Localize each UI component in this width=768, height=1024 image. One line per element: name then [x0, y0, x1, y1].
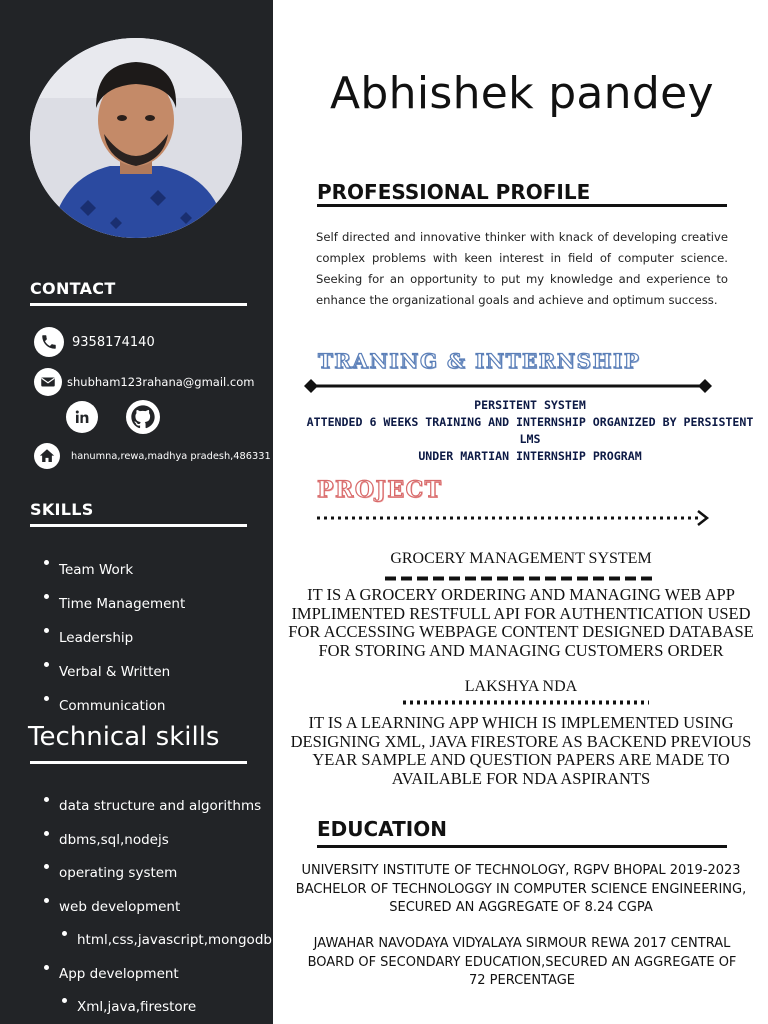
technical-skill-item: dbms,sql,nodejs [44, 824, 272, 858]
phone-icon [34, 327, 64, 357]
project-title-underline [385, 576, 653, 581]
profile-photo [30, 38, 242, 238]
project-title: GROCERY MANAGEMENT SYSTEM [390, 550, 652, 567]
technical-skill-item: web development [44, 891, 272, 925]
address-row [34, 443, 271, 469]
project-title: LAKSHYA NDA [464, 678, 578, 695]
training-program: UNDER MARTIAN INTERNSHIP PROGRAM [418, 449, 642, 463]
home-icon [34, 443, 60, 469]
skill-item: Time Management [44, 587, 185, 621]
training-description: ATTENDED 6 WEEKS TRAINING AND INTERNSHIP ORGANIZED BY PERSISTENT LMS [306, 415, 754, 446]
project-description: IT IS A LEARNING APP WHICH IS IMPLEMENTED USING DESIGNING XML, JAVA FIRESTORE AS BACKEND PREVIOUS YEAR SAMPLE AND QUESTION PAPERS ARE MADE TO AVAILABLE FOR NDA ASPIRANTS [290, 713, 752, 788]
skill-item: Leadership [44, 621, 185, 655]
phone-row [34, 327, 155, 357]
technical-skill-subitem: html,css,javascript,mongodb [62, 924, 272, 958]
technical-skill-item: operating system [44, 857, 272, 891]
technical-skill-item: App development [44, 958, 272, 992]
education-heading: EDUCATION [317, 817, 447, 841]
technical-skills-list [44, 790, 272, 1024]
technical-skill-subitem: Xml,java,firestore [62, 991, 272, 1024]
technical-skills-heading: Technical skills [28, 722, 220, 752]
email-address[interactable]: shubham123rahana@gmail.com [67, 375, 255, 389]
phone-number[interactable]: 9358174140 [72, 334, 155, 350]
project-description: IT IS A GROCERY ORDERING AND MANAGING WEB APP IMPLIMENTED RESTFULL API FOR AUTHENTICATION USED FOR ACCESSING WEBPAGE CONTENT DESIGNED DATABASE FOR STORING AND MANAGING CUSTOMERS ORDER [288, 585, 754, 660]
training-company: PERSITENT SYSTEM [474, 398, 586, 412]
candidate-name: Abhishek pandey [330, 68, 714, 119]
project-divider [315, 509, 713, 527]
education-entry: UNIVERSITY INSTITUTE OF TECHNOLOGY, RGPV BHOPAL 2019-2023 BACHELOR OF TECHNOLOGGY IN COMPUTER SCIENCE ENGINEERING, SECURED AN AGGREGATE OF 8.24 CGPA [295, 863, 747, 915]
project-heading: PROJECT [317, 477, 443, 503]
skills-heading: SKILLS [30, 500, 94, 519]
project-title-underline [403, 700, 649, 705]
linkedin-icon[interactable] [66, 401, 98, 433]
skill-item-continuation: Communication [44, 689, 185, 723]
technical-skills-divider [30, 761, 247, 764]
education-divider [317, 845, 727, 848]
profile-heading: PROFESSIONAL PROFILE [317, 180, 591, 204]
mail-icon [34, 368, 62, 396]
skills-divider [30, 524, 247, 527]
contact-heading: CONTACT [30, 279, 116, 298]
education-entry: JAWAHAR NAVODAYA VIDYALAYA SIRMOUR REWA 2017 CENTRAL BOARD OF SECONDARY EDUCATION,SECURED AN AGGREGATE OF 72 PERCENTAGE [307, 936, 737, 988]
training-heading: TRANING & INTERNSHIP [318, 349, 641, 373]
sidebar [0, 0, 273, 1024]
training-divider [303, 378, 713, 394]
address-text: hanumna,rewa,madhya pradesh,486331 [71, 450, 271, 462]
skill-item: Verbal & Written [44, 655, 185, 689]
skill-item: Team Work [44, 553, 185, 587]
profile-summary: Self directed and innovative thinker with knack of developing creative complex problems with keen interest in field of computer science. Seeking for an opportunity to put my knowledge and experience to enhance the organizational goals and achieve and optimum success. [316, 230, 728, 307]
github-icon[interactable] [126, 400, 160, 434]
profile-divider [317, 204, 727, 207]
skills-list [44, 553, 185, 723]
contact-divider [30, 303, 247, 306]
social-links [66, 400, 160, 434]
email-row [34, 368, 254, 396]
technical-skill-item: data structure and algorithms [44, 790, 272, 824]
training-details [300, 397, 760, 465]
